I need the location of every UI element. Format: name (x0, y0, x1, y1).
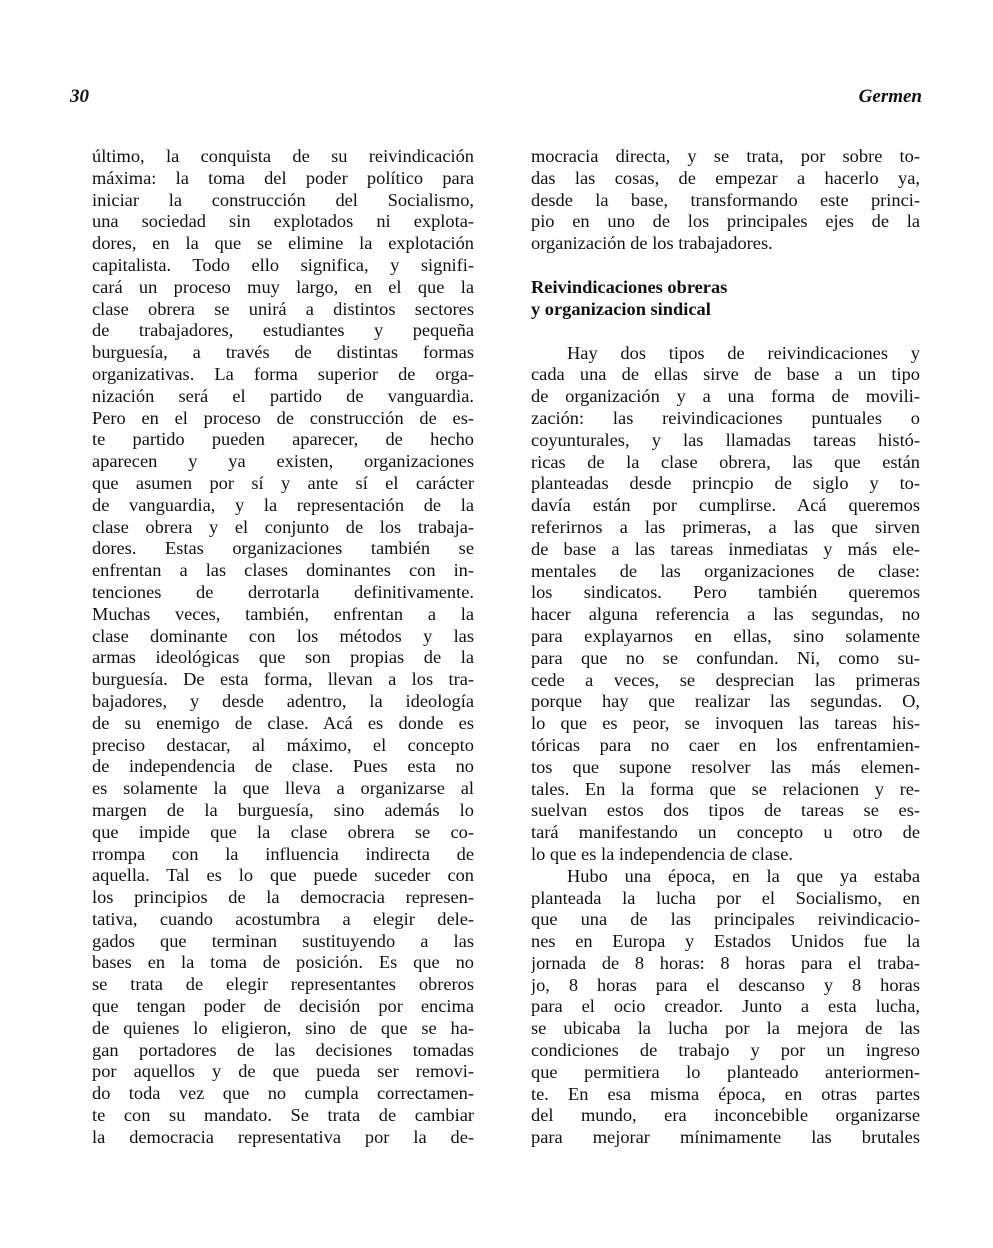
text-line: de vanguardia, y la representación de la (92, 494, 474, 515)
text-line: es solamente la que lleva a organizarse al (92, 778, 474, 799)
text-line: tará manifestando un concepto u otro de (531, 822, 920, 843)
text-line: tóricas para no caer en los enfrentamien- (531, 734, 920, 755)
paragraph-1 (531, 343, 920, 866)
text-line: ricas de la clase obrera, las que están (531, 451, 920, 472)
text-line: lo que es peor, se invoquen las tareas his- (531, 713, 920, 734)
text-line: tativa, cuando acostumbra a elegir dele- (92, 908, 474, 929)
text-line: Hubo una época, en la que ya estaba (567, 865, 920, 886)
text-line: los principios de la democracia represen- (92, 887, 474, 908)
page-header (70, 86, 922, 116)
text-line: zación: las reivindicaciones puntuales o (531, 407, 920, 428)
text-line: iniciar la construcción del Socialismo, (92, 189, 474, 210)
text-line: bajadores, y desde adentro, la ideología (92, 690, 474, 711)
text-line: cede a veces, se desprecian las primeras (531, 669, 920, 690)
text-line: organización de los trabajadores. (531, 233, 773, 254)
text-line: aparecen y ya existen, organizaciones (92, 451, 474, 472)
text-line: Reivindicaciones obreras (531, 276, 728, 297)
text-line: burguesía, a través de distintas formas (92, 342, 474, 363)
text-line: nes en Europa y Estados Unidos fue la (531, 931, 920, 952)
text-line: hacer alguna referencia a las segundas, no (531, 604, 920, 625)
text-line: por aquellos y de que pueda ser removi- (92, 1061, 474, 1082)
text-line: dores, en la que se elimine la explotación (92, 233, 474, 254)
text-line: clase obrera y el conjunto de los trabaja- (92, 516, 474, 537)
text-line: enfrentan a las clases dominantes con in- (92, 560, 474, 581)
text-line: Muchas veces, también, enfrentan a la (92, 603, 474, 624)
text-line: planteadas desde princpio de siglo y to- (531, 473, 920, 494)
text-line: mentales de las organizaciones de clase: (531, 560, 920, 581)
text-line: organizativas. La forma superior de orga- (92, 363, 474, 384)
text-line: la democracia representativa por la de- (92, 1126, 474, 1147)
text-line: planteada la lucha por el Socialismo, en (531, 887, 920, 908)
text-line: te. En esa misma época, en otras partes (531, 1083, 920, 1104)
text-line: do toda vez que no cumpla correctamen- (92, 1083, 474, 1104)
text-line: y organizacion sindical (531, 298, 711, 319)
running-title: Germen (858, 86, 922, 107)
text-line: cada una de ellas sirve de base a un tipo (531, 364, 920, 385)
text-line: desde la base, transformando este princi- (531, 189, 920, 210)
text-line: bases en la toma de posición. Es que no (92, 952, 474, 973)
text-line: margen de la burguesía, sino además lo (92, 799, 474, 820)
text-line: te con su mandato. Se trata de cambiar (92, 1105, 474, 1126)
text-line: último, la conquista de su reivindicación (92, 146, 474, 166)
text-line: porque hay que realizar las segundas. O, (531, 691, 920, 712)
text-line: que tengan poder de decisión por encima (92, 996, 474, 1017)
section-heading (531, 277, 920, 321)
text-line: de trabajadores, estudiantes y pequeña (92, 320, 474, 341)
text-line: clase dominante con los métodos y las (92, 625, 474, 646)
text-line: mocracia directa, y se trata, por sobre to- (531, 146, 920, 166)
text-line: gados que terminan sustituyendo a las (92, 930, 474, 951)
text-line: pio en uno de los principales ejes de la (531, 211, 920, 232)
text-line: clase obrera se unirá a distintos sectores (92, 298, 474, 319)
text-line: Pero en el proceso de construcción de es- (92, 407, 474, 428)
text-line: que permitiera lo planteado anteriormen- (531, 1061, 920, 1082)
text-line: jornada de 8 horas: 8 horas para el traba- (531, 952, 920, 973)
text-line: rrompa con la influencia indirecta de (92, 843, 474, 864)
text-line: se ubicaba la lucha por la mejora de las (531, 1018, 920, 1039)
text-line: referirnos a las primeras, a las que sirven (531, 516, 920, 537)
text-line: para que no se confundan. Ni, como su- (531, 647, 920, 668)
text-line: para el ocio creador. Junto a esta lucha, (531, 996, 920, 1017)
text-line: nización será el partido de vanguardia. (92, 385, 474, 406)
text-line: capitalista. Todo ello significa, y signifi- (92, 254, 474, 275)
text-line: que asumen por sí y ante sí el carácter (92, 472, 474, 493)
text-line: condiciones de trabajo y por un ingreso (531, 1040, 920, 1061)
paragraph-2 (531, 866, 920, 1149)
text-line: para explayarnos en ellas, sino solamente (531, 625, 920, 646)
text-line: una sociedad sin explotados ni explota- (92, 211, 474, 232)
text-line: coyunturales, y las llamadas tareas histó- (531, 429, 920, 450)
text-line: gan portadores de las decisiones tomadas (92, 1039, 474, 1060)
text-line: armas ideológicas que son propias de la (92, 647, 474, 668)
text-line: aquella. Tal es lo que puede suceder con (92, 865, 474, 886)
text-line: lo que es la independencia de clase. (531, 843, 793, 864)
text-line: de independencia de clase. Pues esta no (92, 756, 474, 777)
text-line: te partido pueden aparecer, de hecho (92, 429, 474, 450)
text-line: cará un proceso muy largo, en el que la (92, 276, 474, 297)
text-line: jo, 8 horas para el descanso y 8 horas (531, 974, 920, 995)
text-line: preciso destacar, al máximo, el concepto (92, 734, 474, 755)
text-line: que una de las principales reivindicacio- (531, 909, 920, 930)
text-line: burguesía. De esta forma, llevan a los tra- (92, 669, 474, 690)
text-line: Hay dos tipos de reivindicaciones y (567, 342, 920, 363)
text-line: máxima: la toma del poder político para (92, 167, 474, 188)
text-line: de organización y a una forma de movili- (531, 386, 920, 407)
text-line: dores. Estas organizaciones también se (92, 538, 474, 559)
text-line: se trata de elegir representantes obreros (92, 974, 474, 995)
text-line: para mejorar mínimamente las brutales (531, 1127, 920, 1148)
text-line: tenciones de derrotarla definitivamente. (92, 581, 474, 602)
text-line: del mundo, era inconcebible organizarse (531, 1105, 920, 1126)
page-number: 30 (70, 86, 89, 107)
text-line: suelvan estos dos tipos de tareas se es- (531, 800, 920, 821)
text-line: tos que supone resolver las más elemen- (531, 756, 920, 777)
right-column (531, 146, 920, 1149)
text-line: los sindicatos. Pero también queremos (531, 582, 920, 603)
text-line: de quienes lo eligieron, sino de que se ha- (92, 1017, 474, 1038)
text-line: que impide que la clase obrera se co- (92, 821, 474, 842)
text-line: tales. En la forma que se relacionen y re- (531, 778, 920, 799)
intro-paragraph (531, 146, 920, 255)
left-column (92, 146, 474, 1149)
text-line: de su enemigo de clase. Acá es donde es (92, 712, 474, 733)
text-line: de base a las tareas inmediatas y más ele- (531, 538, 920, 559)
text-line: das las cosas, de empezar a hacerlo ya, (531, 167, 920, 188)
text-line: davía están por cumplirse. Acá queremos (531, 495, 920, 516)
